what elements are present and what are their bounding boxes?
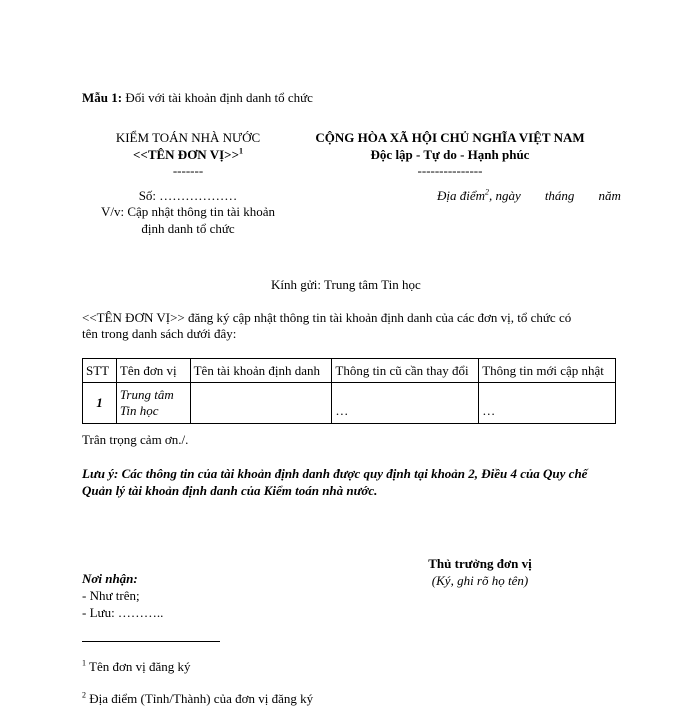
day-label: , ngày [489,188,521,203]
form-label [82,89,313,106]
header-stt: STT [83,359,117,383]
recipient-item: - Lưu: ……….. [82,605,164,620]
registration-table [82,358,616,424]
footnote-1 [82,658,190,675]
unit-name-text: <<TÊN ĐƠN VỊ>> [133,147,239,162]
form-label-number: Mẫu 1: [82,90,123,105]
table-row [83,383,616,424]
document-number: Số: ……………… [138,188,238,203]
footnote-2 [82,690,313,707]
cell-unit-line-1: Trung tâm [119,387,174,402]
note-line-2: Quản lý tài khoản định danh của Kiểm toán nhà nước. [82,483,378,498]
place-label: Địa điểm [437,188,486,203]
cell-old-info: … [332,383,479,424]
footnote-1-mark: 1 [82,658,86,668]
intro-line-2: tên trong danh sách dưới đây: [82,326,237,341]
recipient-item: - Như trên; [82,588,140,603]
year-label: năm [598,188,621,203]
signature-title: Thủ trưởng đơn vị [428,556,532,571]
unit-name [90,146,286,163]
cell-new-info: … [479,383,616,424]
month-label: tháng [544,188,575,203]
form-label-text: Đối với tài khoản định danh tổ chức [122,90,313,105]
note-line-1 [82,465,587,482]
unit-footnote-mark: 1 [238,146,243,156]
intro-line-1: <<TÊN ĐƠN VỊ>> đăng ký cập nhật thông tin tài khoản định danh của các đơn vị, tổ chức có [82,310,572,325]
country-motto: Độc lập - Tự do - Hạnh phúc [370,147,530,162]
recipient-line: Kính gửi: Trung tâm Tin học [271,277,421,292]
subject-line-2: định danh tổ chức [141,221,235,236]
recipients-label: Nơi nhận: [82,571,138,586]
cell-unit-line-2: Tin học [119,403,159,418]
header-new-info: Thông tin mới cập nhật [479,359,616,383]
header-unit-name: Tên đơn vị [116,359,190,383]
footnote-divider [82,641,220,642]
subject-line-1: V/v: Cập nhật thông tin tài khoản [100,204,276,219]
right-divider: --------------- [417,163,483,178]
signature-hint: (Ký, ghi rõ họ tên) [431,573,529,588]
note-text-1: Các thông tin của tài khoản định danh được quy định tại khoản 2, Điều 4 của Quy chế [118,466,588,481]
header-account-name: Tên tài khoản định danh [190,359,332,383]
footnote-1-text: Tên đơn vị đăng ký [86,659,191,674]
place-date-line [437,187,621,204]
country-name: CỘNG HÒA XÃ HỘI CHỦ NGHĨA VIỆT NAM [315,130,585,145]
thanks-line: Trân trọng cảm ơn./. [82,432,189,447]
footnote-2-text: Địa điểm (Tỉnh/Thành) của đơn vị đăng ký [86,691,314,706]
agency-name: KIỂM TOÁN NHÀ NƯỚC [115,130,261,145]
cell-account-name [190,383,332,424]
header-old-info: Thông tin cũ cần thay đổi [332,359,479,383]
cell-unit-name [116,383,190,424]
table-header-row [83,359,616,383]
footnote-2-mark: 2 [82,690,86,700]
left-divider: ------- [172,163,204,178]
note-label: Lưu ý: [82,466,119,481]
cell-stt: 1 [83,383,117,424]
place-footnote-mark: 2 [485,187,490,197]
